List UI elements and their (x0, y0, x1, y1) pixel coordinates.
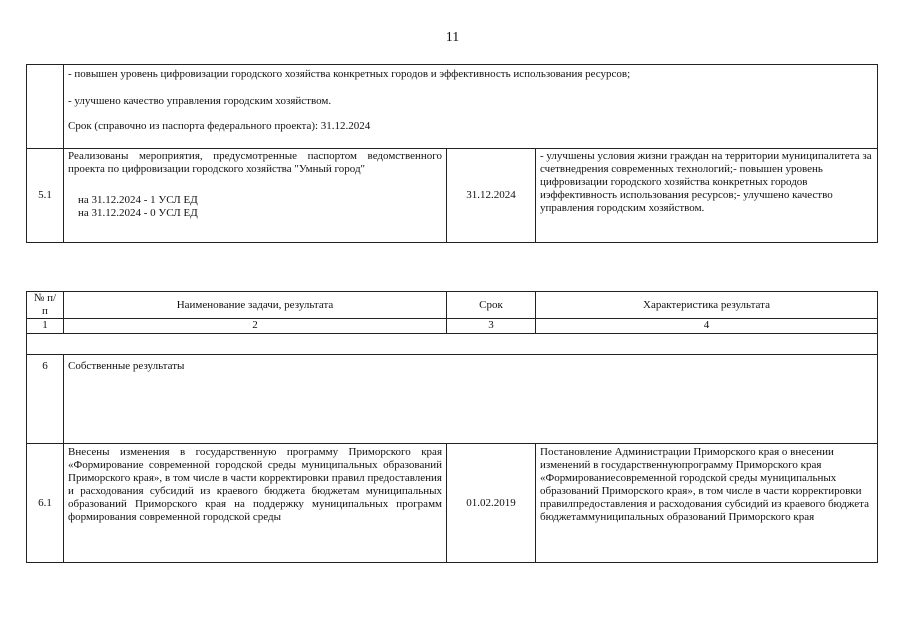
spacer-cell (27, 334, 878, 355)
column-number-row (27, 319, 878, 334)
row-name: Реализованы мероприятия, предусмотренные паспортом ведомственного проекта по цифровизации городского хозяйства "Умный город" (68, 150, 442, 175)
row-number: 5.1 (27, 149, 64, 243)
header-row (27, 292, 878, 319)
row-value-line-2: на 31.12.2024 - 0 УСЛ ЕД (78, 207, 198, 219)
header-result: Характеристика результата (536, 292, 878, 319)
row-6-1-name: Внесены изменения в государственную программу Приморского края «Формирование современной городской среды муниципальных образований Приморского края», в том числе в части корректировки правил предоставления и расходования субсидий из краевого бюджета бюджетам муниципальных образований Приморского края на поддержку муниципальных программ формирования современной городской среды (64, 444, 447, 563)
row-5-1 (27, 149, 878, 243)
row-6-name: Собственные результаты (64, 355, 878, 444)
continuation-row (27, 65, 878, 149)
row-6-1-result: Постановление Администрации Приморского края о внесении изменений в государственнуюпрограмму Приморского края «Формированиесовременной городской среды муниципальных образований Приморского края», в том числе в части корректировки правилпредоставления и расходования субсидий из краевого бюджета бюджетаммуниципальных образований Приморского края (536, 444, 878, 563)
row-6-1-date: 01.02.2019 (447, 444, 536, 563)
continuation-line-3: Срок (справочно из паспорта федерального проекта): 31.12.2024 (68, 120, 371, 132)
row-6-1 (27, 444, 878, 563)
row-6 (27, 355, 878, 444)
continuation-text-cell (64, 65, 878, 149)
column-number-1: 1 (27, 319, 64, 334)
continuation-line-2: - улучшено качество управления городским хозяйством. (68, 95, 332, 107)
bottom-table (26, 291, 878, 563)
row-6-1-number: 6.1 (27, 444, 64, 563)
row-6-number: 6 (27, 355, 64, 444)
row-date: 31.12.2024 (447, 149, 536, 243)
header-date: Срок (447, 292, 536, 319)
top-table (26, 64, 878, 243)
continuation-line-1: - повышен уровень цифровизации городского хозяйства конкретных городов и эффективность использования ресурсов; (68, 68, 631, 80)
row-value-line-1: на 31.12.2024 - 1 УСЛ ЕД (78, 194, 198, 206)
continuation-number-cell (27, 65, 64, 149)
column-number-4: 4 (536, 319, 878, 334)
header-name: Наименование задачи, результата (64, 292, 447, 319)
row-name-cell (64, 149, 447, 243)
page-number: 11 (445, 30, 460, 45)
row-result: - улучшены условия жизни граждан на территории муниципалитета за счетвнедрения современных технологий;- повышен уровень цифровизации городского хозяйства конкретных городов иэффективность использования ресурсов;- улучшено качество управления городским хозяйством. (536, 149, 878, 243)
column-number-3: 3 (447, 319, 536, 334)
header-number: № п/п (27, 292, 64, 319)
spacer-row (27, 334, 878, 355)
column-number-2: 2 (64, 319, 447, 334)
